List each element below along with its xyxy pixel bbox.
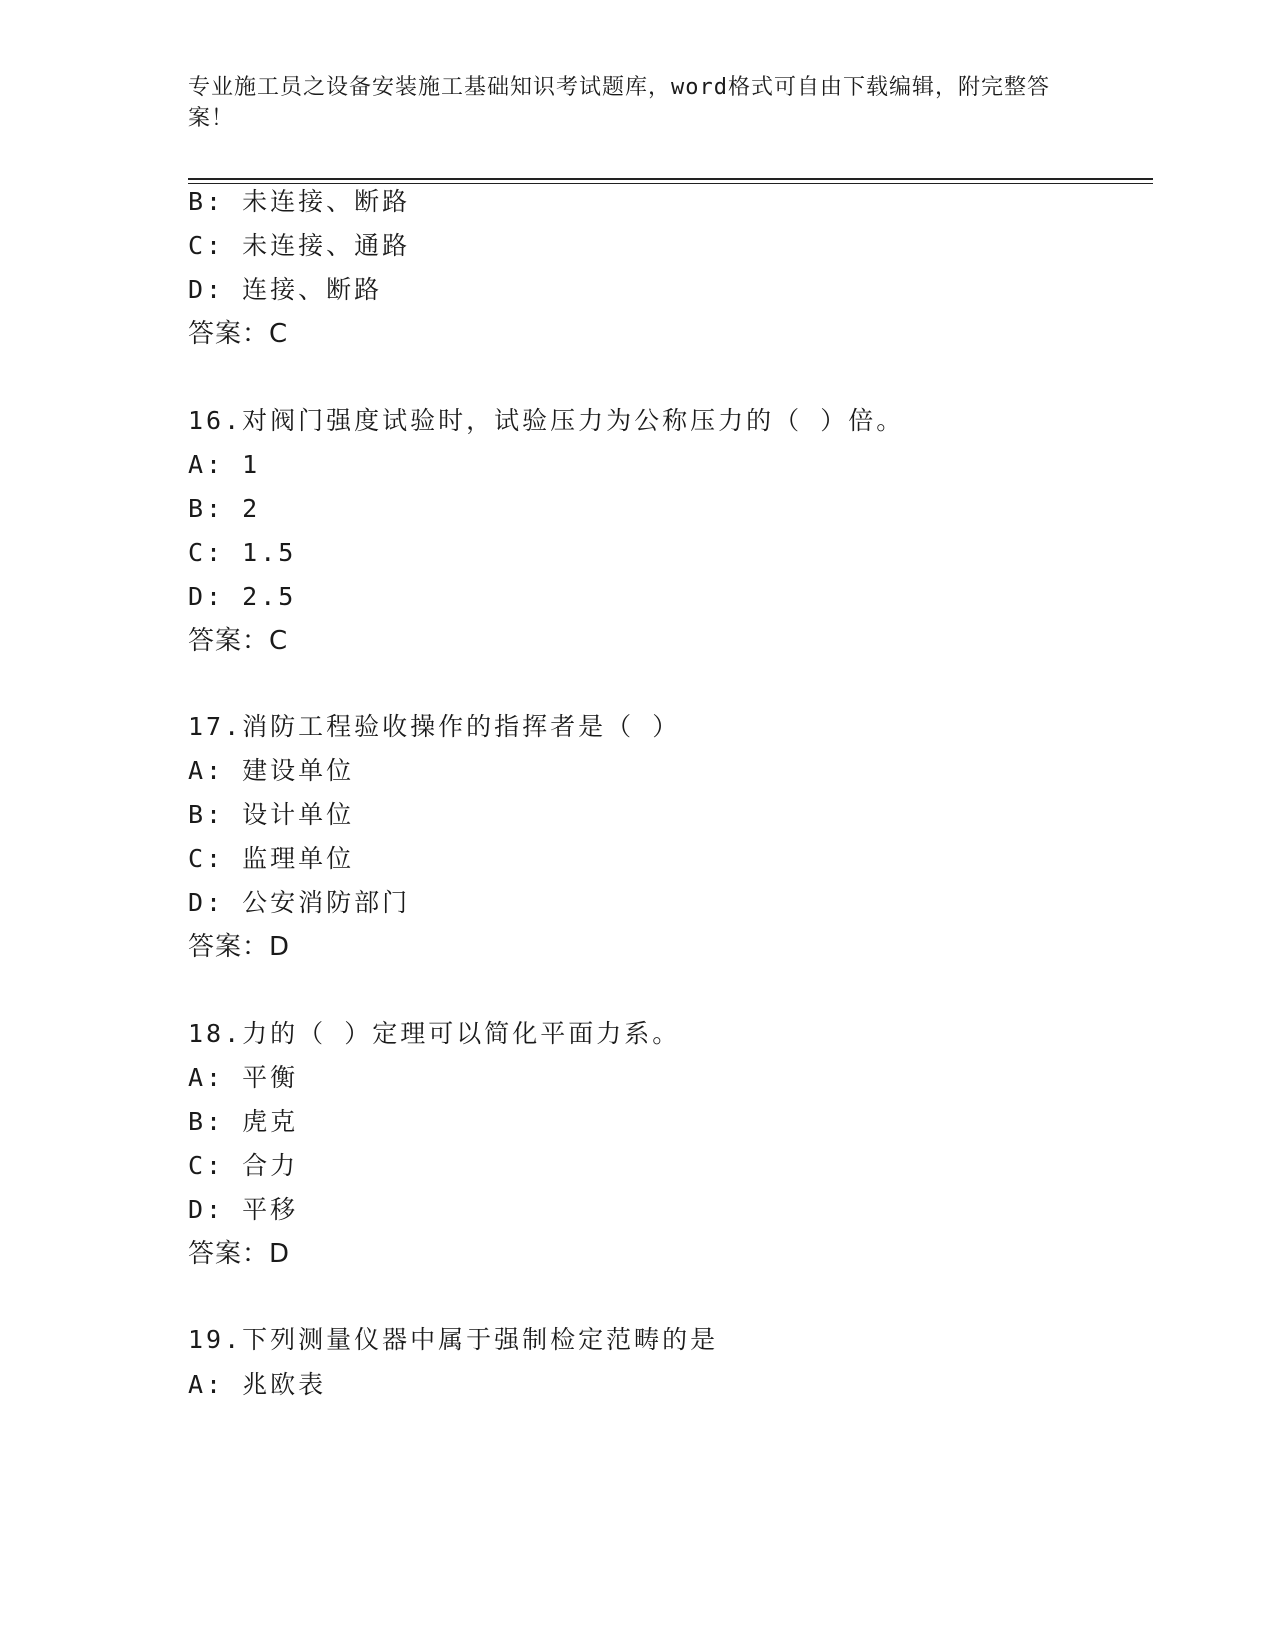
q16-answer: 答案：C [188,626,289,656]
q19-text: 19.下列测量仪器中属于强制检定范畴的是 [188,1325,719,1354]
q17-option-a: A: 建设单位 [188,756,355,785]
q17-option-c: C: 监理单位 [188,844,355,873]
q15-answer: 答案：C [188,319,289,349]
q17-text: 17.消防工程验收操作的指挥者是（ ） [188,712,681,741]
q18-option-d: D: 平移 [188,1195,299,1224]
q17-option-b: B: 设计单位 [188,800,355,829]
q15-option-d: D: 连接、断路 [188,275,383,304]
q18-option-b: B: 虎克 [188,1107,299,1136]
q16-text: 16.对阀门强度试验时，试验压力为公称压力的（ ）倍。 [188,406,905,435]
header-divider-thick [188,178,1153,180]
header-divider-thin [188,183,1153,184]
q19-option-a: A: 兆欧表 [188,1370,327,1399]
q17-option-d: D: 公安消防部门 [188,888,411,917]
q16-option-d: D: 2.5 [188,582,297,611]
q18-answer: 答案：D [188,1239,291,1269]
q16-option-a: A: 1 [188,450,261,479]
q18-option-a: A: 平衡 [188,1063,299,1092]
q15-option-b: B: 未连接、断路 [188,187,411,216]
document-header: 专业施工员之设备安装施工基础知识考试题库，word格式可自由下载编辑，附完整答案！ [188,75,1050,131]
q16-option-c: C: 1.5 [188,538,297,567]
q15-option-c: C: 未连接、通路 [188,231,411,260]
q18-option-c: C: 合力 [188,1151,299,1180]
q17-answer: 答案：D [188,932,291,962]
q18-text: 18.力的（ ）定理可以简化平面力系。 [188,1019,681,1048]
q16-option-b: B: 2 [188,494,261,523]
